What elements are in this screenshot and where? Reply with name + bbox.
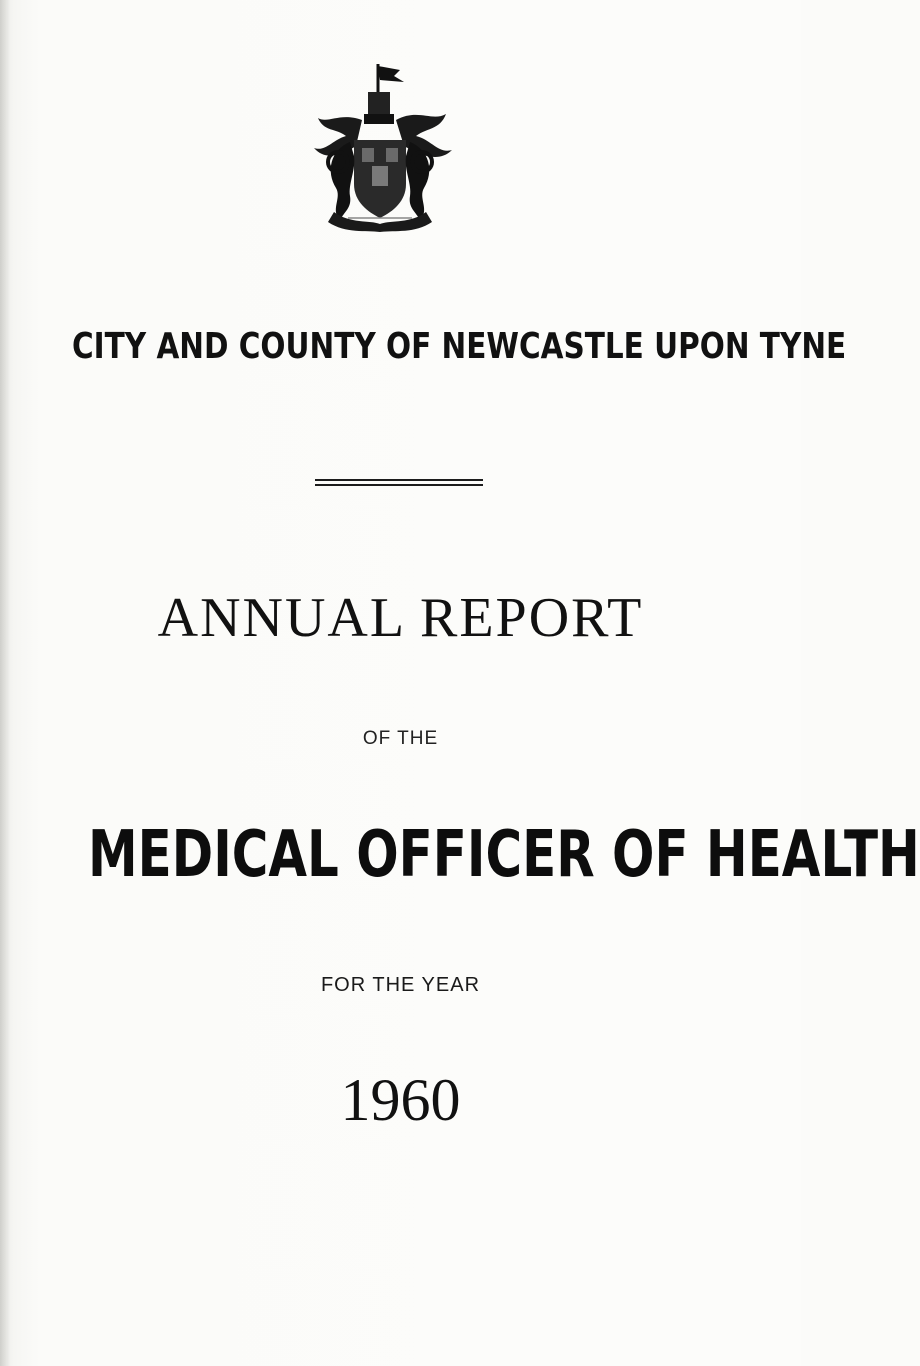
year-label: FOR THE YEAR [320, 974, 481, 996]
report-title: ANNUAL REPORT [157, 587, 644, 649]
connector-text: OF THE [362, 728, 439, 749]
office-title: MEDICAL OFFICER OF HEALTH [88, 818, 920, 892]
coat-of-arms-icon [300, 62, 460, 232]
binding-edge [0, 0, 10, 1366]
divider-rule [315, 479, 483, 481]
report-year: 1960 [340, 1067, 461, 1133]
city-title: CITY AND COUNTY OF NEWCASTLE UPON TYNE [72, 326, 847, 367]
divider-rule [315, 484, 483, 486]
